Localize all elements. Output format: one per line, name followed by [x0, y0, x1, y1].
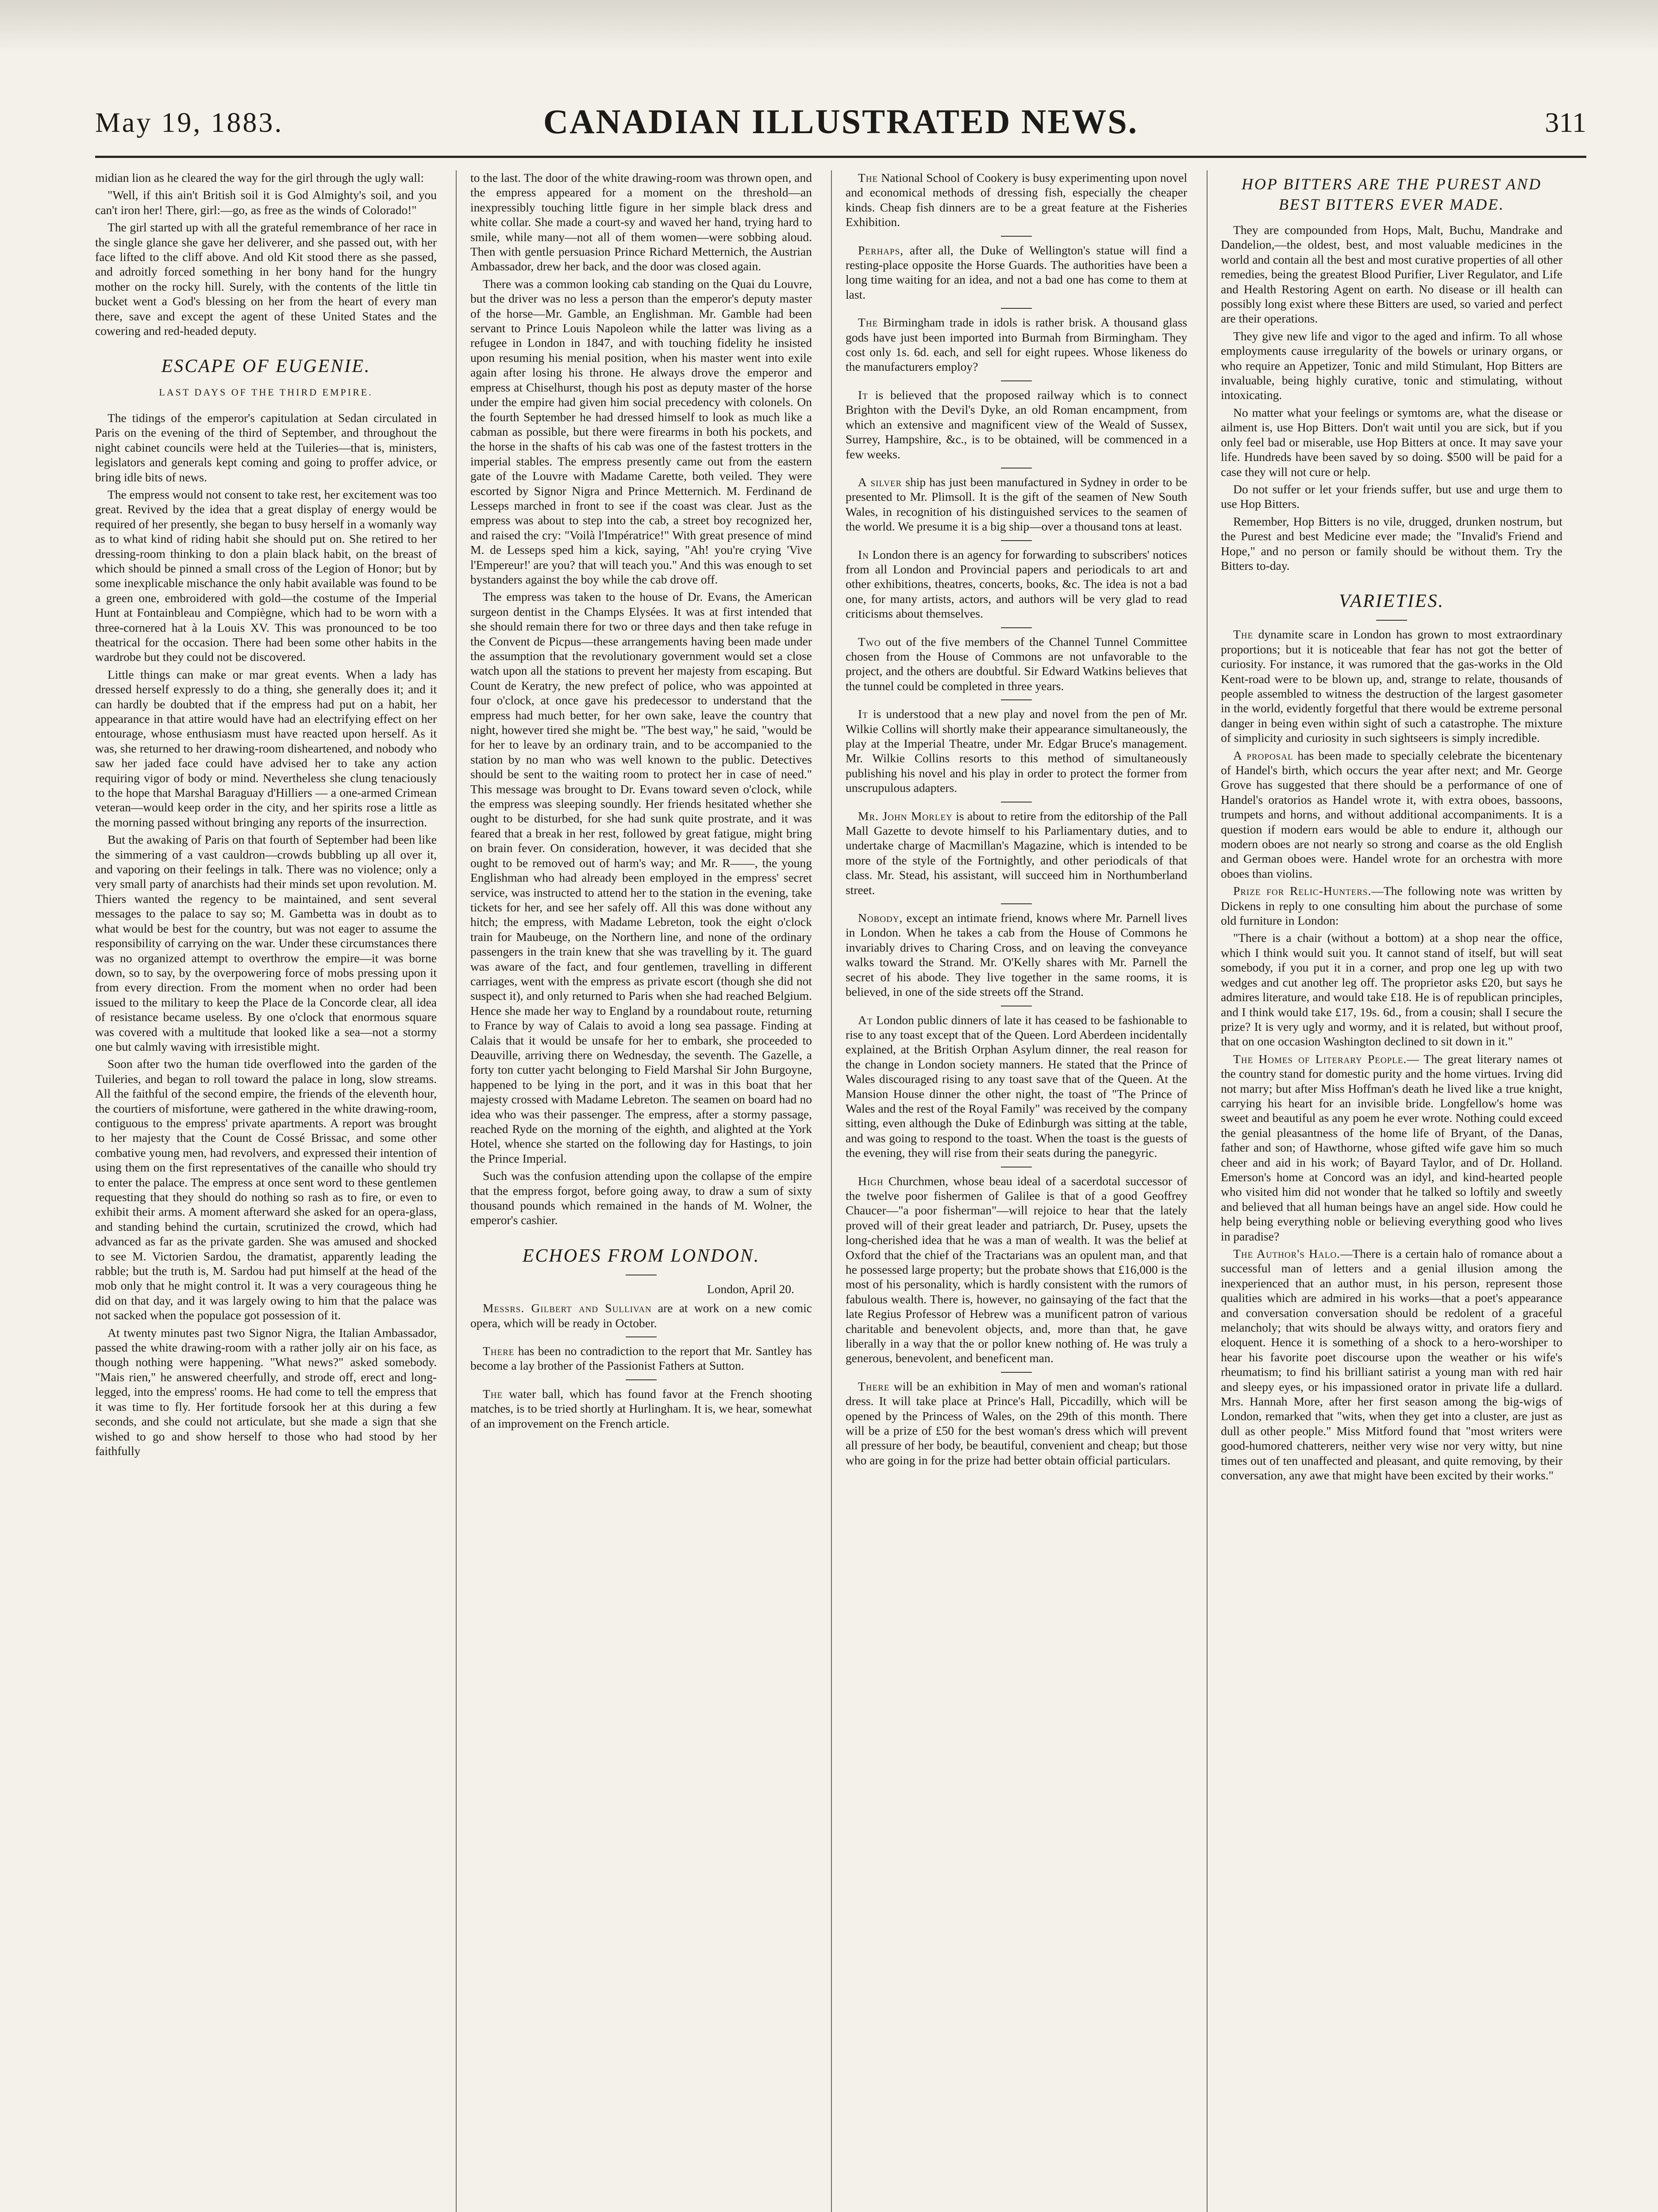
- dateline: London, April 20.: [707, 1282, 794, 1296]
- article-paragraph: Such was the confusion attending upon the collapse of the empire that the empress forgot, before going away, to draw a sum of sixty thousand pounds which remained in the hands of M. Wolner, the emperor's cashier.: [470, 1169, 812, 1227]
- item-text: out of the five members of the Channel Tunnel Committee chosen from the House of Commons are not unfavorable to the project, and the others are doubtful. Sir Edward Watkins believes that the tunnel could be completed in three years.: [846, 634, 1187, 693]
- issue-date: May 19, 1883.: [95, 107, 284, 138]
- item-text: —There is a certain halo of romance about a successful man of letters and a genial illusion among the inexperienced that an author must, in his person, represent those qualities which are admired in his works—that a poet's appearance and conversation conversation should be redolent of a graceful melancholy; that wits should be always witty, and orators fiery and eloquent. Hence it is something of a shock to a hero-worshiper to hear his favorite poet discourse upon the weather or his wife's rheumatism; to find his brilliant satirist a young man with red hair and sleepy eyes, or his impassioned orator in private life a dullard. Mrs. Hannah More, after her first season among the big-wigs of London, remarked that "wits, when they get into a cluster, are just as dull as other people." Miss Mitford found that "most writers were good-humored chatterers, neither very wise nor very witty, but nine times out of ten unaffected and pleasant, and quite removing, by their conversation, any awe that might have been excited by their works.": [1221, 1247, 1562, 1482]
- item-lead: High: [858, 1174, 884, 1188]
- column-1: [95, 170, 437, 2212]
- item-text: Churchmen, whose beau ideal of a sacerdotal successor of the twelve poor fishermen of Galilee is that of a good Geoffrey Chaucer—"a poor fisherman"—will rejoice to hear that the lately proved will of their great leader and patriarch, Dr. Pusey, upsets the long-cherished idea that he was a man of wealth. It was the belief at Oxford that the chief of the Tractarians was an opulent man, and that he possessed large property; but the probate shows that £16,000 is the most of his personality, which is hardly consistent with the rumors of fabulous wealth. There is, however, no gainsaying of the fact that the late Regius Professor of Hebrew was a munificent patron of various charitable and benevolent objects, and, more than that, he gave liberally in a way that the or pollor knew nothing of. He was truly a generous, benevolent, and beneficent man.: [846, 1174, 1187, 1365]
- article-paragraph: Remember, Hop Bitters is no vile, drugged, drunken nostrum, but the Purest and best Medicine ever made; the "Invalid's Friend and Hope," and no person or family should be without them. Try the Bitters to-day.: [1221, 514, 1562, 572]
- item-text: has been no contradiction to the report that Mr. Santley has become a lay brother of the Passionist Fathers at Sutton.: [470, 1344, 812, 1373]
- article-paragraph: Do not suffer or let your friends suffer, but use and urge them to use Hop Bitters.: [1221, 482, 1562, 511]
- section-divider: [1001, 380, 1032, 381]
- item-text: will be an exhibition in May of men and woman's rational dress. It will take place at Prince's Hall, Piccadilly, which will be opened by the Princess of Wales, on the 29th of this month. There will be a prize of £50 for the best woman's dress which will prevent all pressure of her body, be beautiful, convenient and cheap; but those who are going in for the prize had better obtain official particulars.: [846, 1379, 1187, 1467]
- item-lead: Two: [858, 634, 881, 649]
- news-item: [846, 243, 1187, 302]
- item-text: ship has just been manufactured in Sydney in order to be presented to Mr. Plimsoll. It is the gift of the seamen of New South Wales, in recognition of his distinguished services to the seamen of the world. We presume it is a big ship—over a thousand tons at least.: [846, 475, 1187, 534]
- page-number: 311: [1545, 107, 1586, 138]
- item-text: Birmingham trade in idols is rather brisk. A thousand glass gods have just been imported into Burmah from Birmingham. They cost only 1s. 6d. each, and sell for eight rupees. Whose likeness do the manufacturers employ?: [846, 315, 1187, 374]
- article-heading: VARIETIES.: [1339, 591, 1444, 612]
- article-heading: ESCAPE OF EUGENIE.: [161, 356, 371, 377]
- item-lead: The: [483, 1386, 503, 1401]
- news-item: [846, 1379, 1187, 1467]
- item-text: dynamite scare in London has grown to most extraordinary proportions; but it is noticeable that fear has not got the better of curiosity. For instance, it was rumored that the gas-works in the Old Kent-road were to be blown up, and, strange to relate, thousands of people assembled to witness the destruction of the largest gasometer in the world, evidently forgetful that there would be extreme personal danger in being even within sight of such a catastrophe. The mixture of simplicity and curiosity in such sightseers is simply incredible.: [1221, 627, 1562, 745]
- newspaper-title: CANADIAN ILLUSTRATED NEWS.: [543, 102, 1139, 141]
- masthead-rule: [95, 156, 1586, 158]
- article-paragraph: The tidings of the emperor's capitulation at Sedan circulated in Paris on the evening of the third of September, and throughout the night cabinet councils were held at the Tuileries—that is, ministers, legislators and generals kept coming and going to proffer advice, or bring idle bits of news.: [95, 411, 437, 484]
- item-lead: There: [483, 1344, 515, 1358]
- item-text: — The great literary names ot the country stand for domestic purity and the home virtues. Irving did not marry; but after Miss Hoffman's death he lived like a true knight, carrying his heart for an invisible bride. Longfellow's home was sweet and beautiful as any poem he ever wrote. Nothing could exceed the genial pleasantness of the home life of Bryant, of the Danas, father and son; of Hawthorne, whose gifted wife gave him so much cheer and aid in his work; of Bayard Taylor, and of Dr. Holland. Emerson's home at Concord was an idyl, and kind-hearted people who visited him did not wonder that he talked so loftily and sweetly and believed that all human beings have an angel side. How could he help being everything noble or believing everything good who lives in paradise?: [1221, 1052, 1562, 1243]
- item-text: is understood that a new play and novel from the pen of Mr. Wilkie Collins will shortly make their appearance simultaneously, the play at the Imperial Theatre, under Mr. Edgar Bruce's management. Mr. Wilkie Collins resorts to this method of simultaneously publishing his novel and his play in order to protect the former from unscrupulous adapters.: [846, 707, 1187, 795]
- column-2: [470, 170, 812, 2212]
- article-paragraph: The girl started up with all the grateful remembrance of her race in the single glance she gave her deliverer, and she passed out, with her face lifted to the cliff above. And old Kit stood there as she passed, and adroitly forced something in her bony hand for the hungry mother on the rocky hill. Surely, with the contents of the little tin bucket went a God's blessing on her from the heart of every man there, save and except the agent of these United States and the cowering and red-headed deputy.: [95, 220, 437, 338]
- column-rule: [1207, 170, 1208, 2212]
- news-item: [846, 634, 1187, 694]
- section-divider: [1001, 699, 1032, 700]
- news-item: [846, 707, 1187, 795]
- item-lead: Perhaps,: [858, 243, 904, 257]
- article-paragraph: They give new life and vigor to the aged and infirm. To all whose employments cause irregularity of the bowels or urinary organs, or who require an Appetizer, Tonic and mild Stimulant, Hop Bitters are invaluable, being highly curative, tonic and stimulating, without intoxicating.: [1221, 329, 1562, 402]
- item-lead: The Author's Halo.: [1233, 1247, 1340, 1260]
- section-divider: [1001, 802, 1032, 803]
- section-divider: [1001, 627, 1032, 628]
- news-item: [1221, 883, 1562, 928]
- article-heading: ECHOES FROM LONDON.: [522, 1245, 760, 1266]
- item-lead: The: [1233, 627, 1254, 641]
- article-paragraph: At twenty minutes past two Signor Nigra, the Italian Ambassador, passed the white drawing-room with a rather jolly air on his face, as though nothing were happening. "What news?" asked somebody. "Mais rien," he answered cheerfully, and strode off, erect and long-legged, into the empress' rooms. He had come to tell the empress that it was time to fly. Her fortitude forsook her at this during a few seconds, and she could not articulate, but she made a sign that she wished to go and show herself to those who had stood by her faithfully: [95, 1325, 437, 1458]
- news-item: [846, 547, 1187, 621]
- column-4: [1221, 170, 1562, 2212]
- article-paragraph: midian lion as he cleared the way for the girl through the ugly wall:: [95, 171, 424, 184]
- section-divider: [1001, 468, 1032, 469]
- article-paragraph: No matter what your feelings or symtoms are, what the disease or ailment is, use Hop Bitters. Don't wait until you are sick, but if you only feel bad or miserable, use Hop Bitters at once. It may save your life. Hundreds have been saved by so doing. $500 will be paid for a case they will not cure or help.: [1221, 405, 1562, 479]
- column-3: [846, 170, 1187, 2212]
- item-text: except an intimate friend, knows where Mr. Parnell lives in London. When he takes a cab from the House of Commons he invariably drives to Charing Cross, and on leaving the conveyance walks toward the Strand. Mr. O'Kelly shares with Mr. Parnell the secret of his abode. They live together in the same rooms, it is believed, in one of the side streets off the Strand.: [846, 911, 1187, 999]
- article-paragraph: The empress was taken to the house of Dr. Evans, the American surgeon dentist in the Champs Elysées. It was at first intended that she should remain there for two or three days and then take refuge in the Convent de Picpus—these arrangements having been made under the assumption that the revolutionary government would set a close watch upon all the stations to prevent her majesty from escaping. But Count de Keratry, the new prefect of police, who was appointed at four o'clock, at once gave his predecessor to understand that the empress had much better, for her own sake, leave the country that night, however tired she might be. "The best way," he said, "would be for her to leave by an ordinary train, and to be accompanied to the station by no man who was well known to the public. Detectives should be sent to the waiting room to protect her in case of need." This message was brought to Dr. Evans toward seven o'clock, while the empress was sleeping soundly. Her friends hesitated whether she ought to be disturbed, for she had sunk quite prostrate, and it was feared that a break in her rest, followed by great fatigue, might bring on brain fever. On consideration, however, it was decided that she ought to be removed out of harm's way; and Mr. R——, the young Englishman who had already been employed in the empress' secret service, was instructed to attend her to the station in the evening, take tickets for her, and see her safely off. All this was done without any hitch; the empress, with Madame Lebreton, took the eight o'clock train for Maubeuge, on the Northern line, and none of the ordinary passengers in the train knew that she was travelling by it. The guard was aware of the fact, and four gentlemen, travelling in different carriages, went with the empress as private escort (though she did not suspect it), and only returned to Paris when she had reached Belgium. Hence she made her way to England by a roundabout route, returning to France by way of Calais to avoid a long sea passage. Finding at Calais that it would be unsafe for her to embark, she proceeded to Deauville, arriving there on Wednesday, the seventh. The Gazelle, a forty ton cutter yacht belonging to Field Marshal Sir John Burgoyne, happened to be lying in the port, and it was in this boat that her majesty crossed with Madame Lebreton. The seamen on board had no idea who was their passenger. The empress, after a stormy passage, reached Ryde on the morning of the eighth, and alighted at the York Hotel, whence she started on the following day for Hastings, to join the Prince Imperial.: [470, 590, 812, 1165]
- item-text: London there is an agency for forwarding to subscribers' notices from all London and Provincial papers and periodicals to art and other exhibitions, theatres, concerts, books, &c. The idea is not a bad one, for many artists, actors, and authors will be very glad to read criticisms about themselves.: [846, 547, 1187, 621]
- scan-edge-top: [0, 0, 1658, 53]
- section-divider: [626, 1336, 657, 1337]
- item-lead: It: [858, 388, 868, 402]
- news-item: [846, 1174, 1187, 1366]
- news-item: [846, 475, 1187, 534]
- news-item: [846, 170, 1187, 230]
- article-paragraph: But the awaking of Paris on that fourth of September had been like the simmering of a vast cauldron—crowds bubbling up all over it, and vaporing on their feelings in talk. There was no violence; only a very small party of anarchists had their minds set upon revolution. M. Thiers wanted the regency to be maintained, and sent several messages to the palace to say so; M. Gambetta was in doubt as to what would be best for the country, but was not eager to assume the responsibility of carrying on the war. Under these circumstances there was no organized attempt to overthrow the empire—it was borne down, so to say, by the overpowering force of mobs pressing upon it from every direction. From the moment when no order had been issued to the military to keep the Place de la Concorde clear, all idea of resistance became useless. By one o'clock that enormous square was covered with a multitude that looked like a sea—not a stormy one but calmly waving with irresistible might.: [95, 833, 437, 1053]
- item-text: water ball, which has found favor at the French shooting matches, is to be tried shortly at Hurlingham. It is, we hear, somewhat of an improvement on the French article.: [470, 1386, 812, 1430]
- item-text: —The following note was written by Dickens in reply to one consulting him about the purchase of some old furniture in London:: [1221, 884, 1562, 928]
- news-item: [1221, 1246, 1562, 1483]
- item-text: has been made to specially celebrate the bicentenary of Handel's birth, which occurs the year after next; and Mr. George Grove has suggested that there should be a performance of one of Handel's oratorios as Handel wrote it, with extra oboes, bassoons, trumpets and horns, and without additional accompaniments. It is a question if modern ears would be able to endure it, although our modern oboes are not nearly so strong and coarse as the old English and German oboes were. Handel wrote for an orchestra with more oboes than violins.: [1221, 748, 1562, 880]
- section-divider: [1001, 236, 1032, 237]
- section-divider: [1001, 308, 1032, 309]
- section-divider: [1001, 540, 1032, 541]
- item-text: after all, the Duke of Wellington's statue will find a resting-place opposite the Horse Guards. The authorities have been a long time waiting for an idea, and not a bad one has come to them at last.: [846, 243, 1187, 301]
- column-rule: [456, 170, 457, 2212]
- article-paragraph: Little things can make or mar great events. When a lady has dressed herself expressly to do a thing, she generally does it; and it can hardly be doubted that if the empress had put on a habit, her appearance in that attire would have had an electrifying effect on her entourage, whose enthusiasm must have reacted upon herself. As it was, she returned to her drawing-room disheartened, and nobody who saw her jaded face could have advised her to take any action requiring vigor of body or mind. Nevertheless she clung tenaciously to the hope that Marshal Baraguay d'Hilliers — a one-armed Crimean veteran—would keep order in the city, and her spirits rose a little as the morning passed without bringing any reports of the insurrection.: [95, 667, 437, 829]
- news-item: [846, 910, 1187, 999]
- news-item: [1221, 748, 1562, 881]
- article-paragraph: They are compounded from Hops, Malt, Buchu, Mandrake and Dandelion,—the oldest, best, and most valuable medicines in the world and contain all the best and most curative properties of all other remedies, being the greatest Blood Purifier, Liver Regulator, and Life and Health Restoring Agent on earth. No disease or ill health can possibly long exist where these Bitters are used, so varied and perfect are their operations.: [1221, 223, 1562, 326]
- item-lead: In: [858, 547, 869, 561]
- section-divider: [1001, 1372, 1032, 1373]
- article-paragraph: Soon after two the human tide overflowed into the garden of the Tuileries, and began to roll toward the palace in long, slow streams. All the faithful of the second empire, the friends of the eleventh hour, the courtiers of misfortune, were gathered in the white drawing-room, contiguous to the empress' private apartments. A report was brought to her majesty that the Count de Cossé Brissac, and some other combative young men, had revolvers, and expressed their intention of using them on the first representatives of the canaille who should try to enter the palace. The empress at once sent word to these gentlemen requesting that they should do nothing so rash as to fire, or even to exhibit their arms. A moment afterward she asked for an opera-glass, and standing behind the curtain, scrutinized the crowd, which had advanced as far as the private garden. She was amused and shocked to see M. Victorien Sardou, the dramatist, apparently leading the rabble; but the truth is, M. Sardou had put himself at the head of the mob only that he might control it. It was a very courageous thing he did on that day, and it was largely owing to him that the palace was not sacked when the populace got possession of it.: [95, 1057, 437, 1322]
- quoted-letter: "There is a chair (without a bottom) at a shop near the office, which I think would suit you. It cannot stand of itself, but will seat somebody, if you put it in a corner, and prop one leg up with two wedges and cut another leg off. The proprietor asks £20, but says he admires literature, and would take £18. He is of republican principles, and I think would take £17, 19s. 6d., from a cousin; shall I secure the prize? It is very ugly and wormy, and it is related, but without proof, that on one occasion Washington declined to sit down in it.": [1221, 931, 1562, 1048]
- item-lead: The: [858, 315, 878, 330]
- news-item: [470, 1344, 812, 1373]
- item-text: London public dinners of late it has ceased to be fashionable to rise to any toast except that of the Queen. Lord Aberdeen incidentally explained, at the British Orphan Asylum dinner, the real reason for the change in London society manners. He stated that the Prince of Wales discouraged rising to any toast save that of the Queen. At the Mansion House dinner the other night, the toast of "The Prince of Wales and the rest of the Royal Family" was received by the company sitting, even although the Duke of Edinburgh was sitting at the table, and was going to respond to the toast. When the toast is the guests of the evening, they will rise from their seats during the panegyric.: [846, 1013, 1187, 1160]
- item-lead: It: [858, 707, 868, 721]
- news-item: [846, 1013, 1187, 1160]
- item-lead: A proposal: [1233, 748, 1293, 762]
- article-paragraph: "Well, if this ain't British soil it is God Almighty's soil, and you can't iron her! There, girl:—go, as free as the winds of Colorado!": [95, 188, 437, 217]
- section-divider: [1376, 620, 1407, 621]
- item-text: is believed that the proposed railway which is to connect Brighton with the Devil's Dyke, an old Roman encampment, from which an extensive and magnificent view of the Weald of Sussex, Surrey, Hampshire, &c., is to be obtained, will be commenced in a few weeks.: [846, 388, 1187, 461]
- item-lead: The: [858, 171, 878, 184]
- item-text: are at work on a new comic opera, which will be ready in October.: [470, 1301, 812, 1330]
- news-item: [1221, 627, 1562, 745]
- article-subheading: LAST DAYS OF THE THIRD EMPIRE.: [159, 387, 373, 398]
- item-lead: The Homes of Literary People.: [1233, 1052, 1407, 1066]
- item-lead: Messrs. Gilbert and Sullivan: [483, 1301, 652, 1315]
- news-item: [470, 1386, 812, 1431]
- item-lead: There: [858, 1379, 890, 1393]
- item-lead: Prize for Relic-Hunters.: [1233, 884, 1372, 898]
- article-paragraph: There was a common looking cab standing on the Quai du Louvre, but the driver was no less a person than the emperor's deputy master of the horse—Mr. Gamble, an Englishman. Mr. Gamble had been servant to Prince Louis Napoleon while the latter was living as a refugee in London in 1847, and with touching fidelity he insisted upon resuming his menial position, when his master went into exile again after losing his throne. He always drove the emperor and empress at Chiselhurst, though his post as deputy master of the horse under the empire had given him social precedency with colonels. On the fourth September he had dressed himself to look as much like a cabman as possible, but there were firearms in both his pockets, and the horse in the shafts of his cab was one of the fastest trotters in the imperial stables. The empress presently came out from the eastern gate of the Louvre with Madame Carette, both veiled. They were escorted by Signor Nigra and Prince Metternich. M. Ferdinand de Lesseps marched in front to see if the coast was clear. Just as the empress was about to step into the cab, a street boy recognized her, and raised the cry: "Voilà l'Impératrice!" With great presence of mind M. de Lesseps sped him a kick, saying, "Ah! you're crying 'Vive l'Empereur!' are you? that will teach you." And this was enough to set bystanders against the boy while the cab drove off.: [470, 276, 812, 586]
- news-item: [846, 809, 1187, 897]
- item-text: is about to retire from the editorship of the Pall Mall Gazette to devote himself to his Parliamentary duties, and to undertake charge of Macmillan's Magazine, which is intended to be more of the style of the Fortnightly, and other periodicals of that class. Mr. Stead, his assistant, will succeed him in Northumberland street.: [846, 809, 1187, 897]
- item-lead: A silver: [858, 475, 902, 489]
- column-rule: [831, 170, 832, 2212]
- news-item: [846, 315, 1187, 374]
- item-lead: Mr. John Morley: [858, 809, 953, 823]
- section-divider: [626, 1379, 657, 1380]
- article-paragraph: The empress would not consent to take rest, her excitement was too great. Revived by the idea that a great display of energy would be required of her presently, she began to busy herself in a womanly way as to what kind of riding habit she should put on. She retired to her dressing-room thinking to don a plain black habit, on the breast of which should be pinned a small cross of the Legion of Honor; but by some inexplicable mischance the only habit available was found to be a green one, embroidered with gold—the costume of the Imperial Hunt at Fontainbleau and Compiègne, which had to be worn with a three-cornered hat à la Louis XV. This was pronounced to be too theatrical for the occasion. There had been some other habits in the wardrobe but they could not be discovered.: [95, 487, 437, 664]
- item-lead: Nobody,: [858, 911, 903, 925]
- article-paragraph: to the last. The door of the white drawing-room was thrown open, and the empress appeared for a moment on the threshold—an inexpressibly touching little figure in her simple black dress and white collar. She made a court-sy and waved her hand, trying hard to smile, while many—not all of them women—were sobbing aloud. Then with gentle persuasion Prince Richard Metternich, the Austrian Ambassador, drew her back, and the door was closed again.: [470, 171, 812, 273]
- item-lead: At: [858, 1013, 873, 1027]
- section-divider: [1001, 903, 1032, 904]
- news-item: [1221, 1052, 1562, 1244]
- masthead: [95, 102, 1586, 159]
- item-text: National School of Cookery is busy experimenting upon novel and economical methods of dressing fish, especially the cheaper kinds. Cheap fish dinners are to be a great feature at the Fisheries Exhibition.: [846, 171, 1187, 229]
- news-item: [846, 388, 1187, 461]
- news-item: [470, 1301, 812, 1330]
- advertisement-heading: HOP BITTERS ARE THE PUREST AND BEST BITTERS EVER MADE.: [1241, 175, 1542, 213]
